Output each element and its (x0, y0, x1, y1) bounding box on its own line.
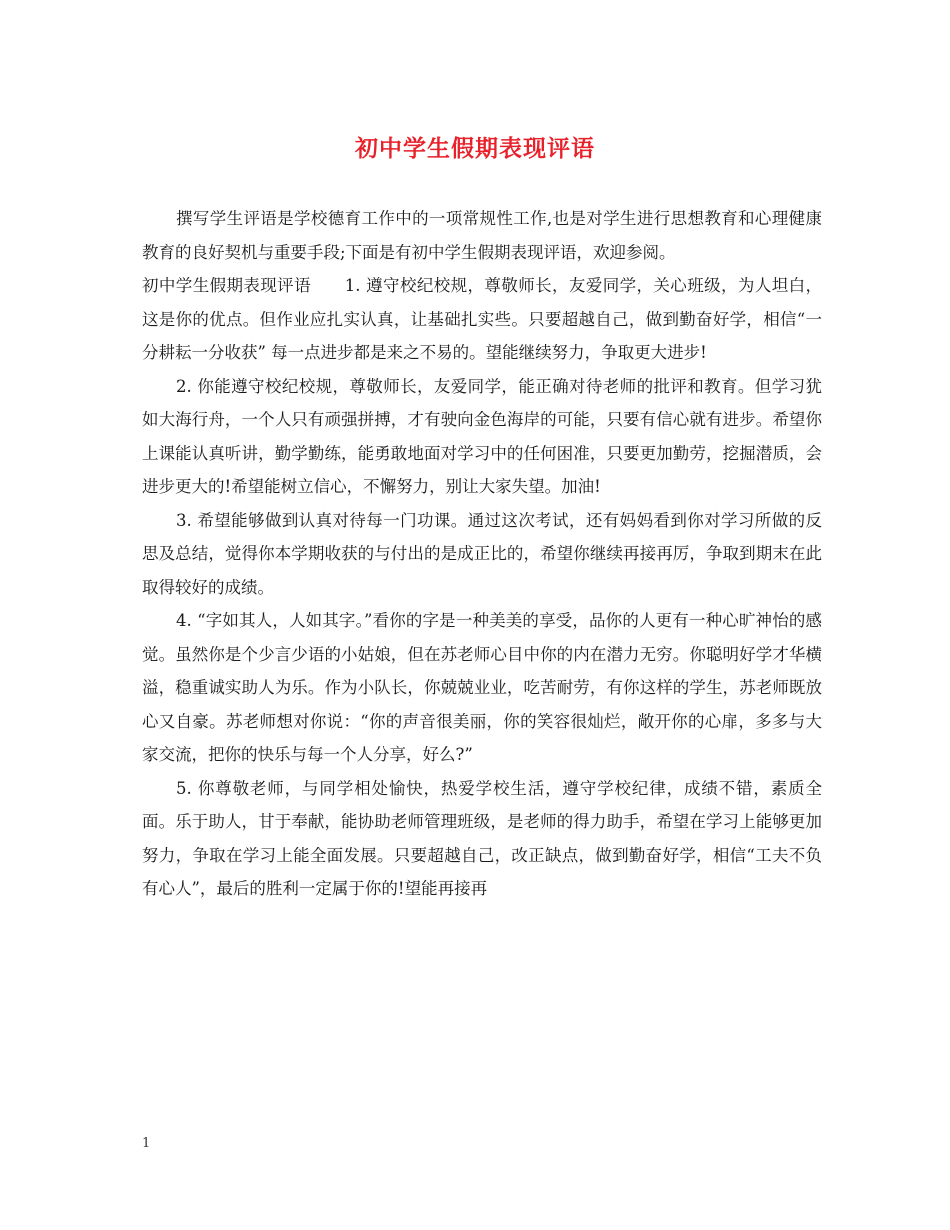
page-title: 初中学生假期表现评语 (355, 135, 595, 162)
comment-paragraph-2: 2. 你能遵守校纪校规，尊敬师长，友爱同学，能正确对待老师的批评和教育。但学习犹如大海行舟，一个人只有顽强拼搏，才有驶向金色海岸的可能，只要有信心就有进步。希望你上课能认真听讲，勤学勤练，能勇敢地面对学习中的任何困准，只要更加勤劳，挖掘潜质，会进步更大的!希望能树立信心，不懈努力，别让大家失望。加油! (142, 376, 822, 496)
comment-paragraph-1: 初中学生假期表现评语 1. 遵守校纪校规，尊敬师长，友爱同学，关心班级，为人坦白，这是你的优点。但作业应扎实认真，让基础扎实些。只要超越自己，做到勤奋好学，相信“一分耕耘一分收获” 每一点进步都是来之不易的。望能继续努力，争取更大进步! (142, 276, 822, 362)
page-number: 1 (142, 1136, 151, 1151)
intro-paragraph: 撰写学生评语是学校德育工作中的一项常规性工作,也是对学生进行思想教育和心理健康教育的良好契机与重要手段;下面是有初中学生假期表现评语，欢迎参阅。 (142, 209, 822, 262)
comment-paragraph-3: 3. 希望能够做到认真对待每一门功课。通过这次考试，还有妈妈看到你对学习所做的反思及总结，觉得你本学期收获的与付出的是成正比的，希望你继续再接再厉，争取到期末在此取得较好的成绩。 (142, 510, 822, 597)
comment-paragraph-5: 5. 你尊敬老师，与同学相处愉快，热爱学校生活，遵守学校纪律，成绩不错，素质全面。乐于助人，甘于奉献，能协助老师管理班级，是老师的得力助手，希望在学习上能够更加努力，争取在学习上能全面发展。只要超越自己，改正缺点，做到勤奋好学，相信“工夫不负有心人”，最后的胜利一定属于你的!望能再接再 (142, 778, 822, 898)
document-body (142, 202, 822, 906)
comment-paragraph-4: 4. “字如其人，人如其字。”看你的字是一种美美的享受，品你的人更有一种心旷神怡的感觉。虽然你是个少言少语的小姑娘，但在苏老师心目中你的内在潜力无穷。你聪明好学才华横溢，稳重诚实助人为乐。作为小队长，你兢兢业业，吃苦耐劳，有你这样的学生，苏老师既放心又自豪。苏老师想对你说：“你的声音很美丽，你的笑容很灿烂，敞开你的心扉，多多与大家交流，把你的快乐与每一个人分享，好么?” (142, 611, 822, 764)
